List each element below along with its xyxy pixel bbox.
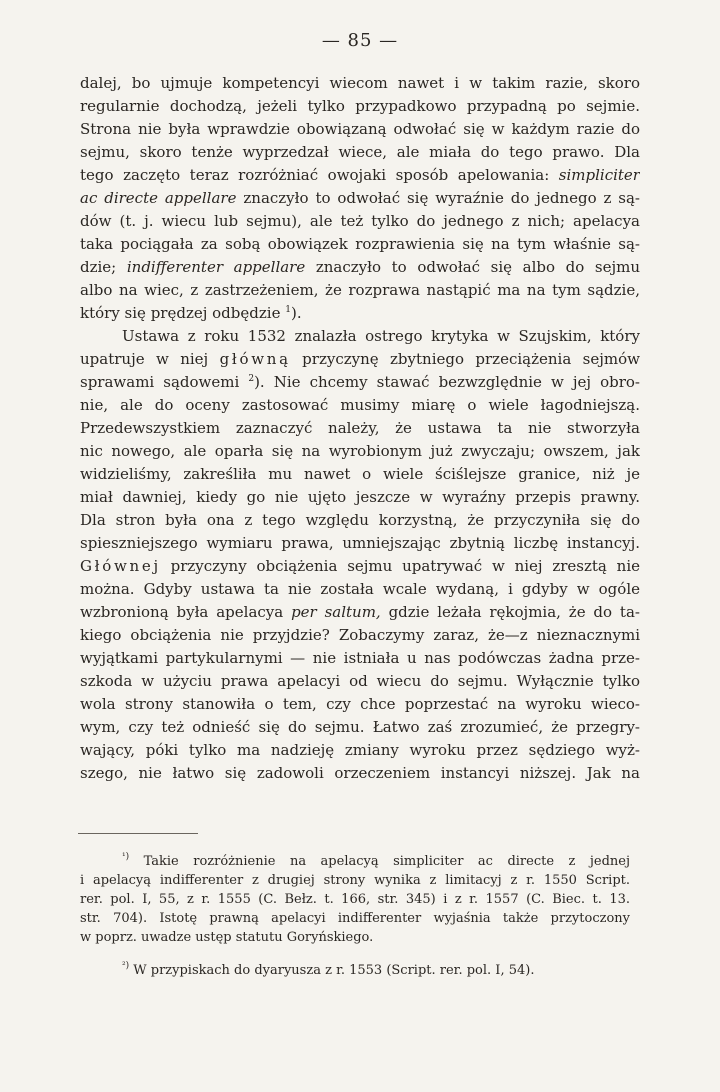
footnote-mark: ²)	[122, 961, 130, 971]
footnote-line: $^{^1)}$ Takie rozróżnienie na apelacyą simpliciter ac directe z jednej	[122, 852, 630, 869]
text-line: kiego obciążenia nie przyjdzie? Zobaczymy zaraz, że—z nieznacznymi	[80, 626, 640, 644]
page-number: — 85 —	[321, 30, 399, 51]
spaced-emphasis: główną	[219, 350, 291, 368]
text-line: Dla stron była ona z tego względu korzystną, że przyczyniła się do	[80, 511, 640, 529]
text-line: ac directe appellare znaczyło to odwołać się wyraźnie do jednego z są-	[80, 189, 640, 207]
text-line: miał dawniej, kiedy go nie ujęto jeszcze w wyraźny przepis prawny.	[80, 488, 640, 506]
text-line: nic nowego, ale oparła się na wyrobionym już zwyczaju; owszem, jak	[80, 442, 640, 460]
text-line: wający, póki tylko ma nadzieję zmiany wyroku przez sędziego wyż-	[80, 741, 640, 759]
text-line: wola strony stanowiła o tem, czy chce poprzestać na wyroku wieco-	[80, 695, 640, 713]
text-line: dzie; indifferenter appellare znaczyło to odwołać się albo do sejmu	[80, 258, 640, 276]
text-line: upatruje w niej główną przyczynę zbytniego przeciążenia sejmów	[80, 350, 640, 368]
italic-term: indifferenter appellare	[126, 258, 306, 276]
text-line: szkoda w użyciu prawa apelacyi od wiecu do sejmu. Wyłącznie tylko	[80, 672, 640, 690]
text-line: wzbronioną była apelacya per saltum, gdzie leżała rękojmia, że do ta-	[80, 603, 640, 621]
footnote-line: rer. pol. I, 55, z r. 1555 (C. Bełz. t. 166, str. 345) i z r. 1557 (C. Biec. t. 13.	[80, 892, 630, 907]
text-line: wym, czy też odnieść się do sejmu. Łatwo zaś zrozumieć, że przegry-	[80, 718, 640, 736]
text-line: spieszniejszego wymiaru prawa, umniejszając zbytnią liczbę instancyj.	[80, 534, 640, 552]
italic-term: per saltum,	[291, 603, 381, 621]
footnote-line: str. 704). Istotę prawną apelacyi indifferenter wyjaśnia także przytoczony	[80, 911, 630, 926]
text-line: sejmu, skoro tenże wyprzedzał wiece, ale miała do tego prawo. Dla	[80, 143, 640, 161]
text-line: który się prędzej odbędzie $^1$).	[80, 304, 302, 322]
body-text	[80, 72, 640, 785]
text-line: szego, nie łatwo się zadowoli orzeczeniem instancyi niższej. Jak na	[80, 764, 640, 782]
italic-term: simpliciter	[558, 166, 640, 184]
footnote-ref: 1	[285, 305, 291, 315]
footnote-divider	[78, 833, 198, 834]
text-line: albo na wiec, z zastrzeżeniem, że rozprawa nastąpić ma na tym sądzie,	[80, 281, 640, 299]
italic-term: ac directe appellare	[80, 189, 237, 207]
text-line: Głównej przyczyny obciążenia sejmu upatrywać w niej zresztą nie	[80, 557, 640, 575]
text-line: dów (t. j. wiecu lub sejmu), ale też tylko do jednego z nich; apelacya	[80, 212, 640, 230]
footnote-line: w poprz. uwadze ustęp statutu Goryńskiego.	[80, 930, 374, 945]
text-line: taka pociągała za sobą obowiązek rozprawienia się na tym właśnie są-	[80, 235, 640, 253]
text-line: wyjątkami partykularnymi — nie istniała u nas podówczas żadna prze-	[80, 649, 640, 667]
text-line: nie, ale do oceny zastosować musimy miarę o wiele łagodniejszą.	[80, 396, 640, 414]
text-line: można. Gdyby ustawa ta nie została wcale wydaną, i gdyby w ogóle	[80, 580, 640, 598]
text-line: widzieliśmy, zakreśliła mu nawet o wiele ściślejsze granice, niż je	[80, 465, 640, 483]
footnote-line: i apelacyą indifferenter z drugiej strony wynika z limitacyj z r. 1550 Script.	[80, 873, 630, 888]
text-line: tego zaczęto teraz rozróżniać owojaki sposób apelowania: simpliciter	[80, 166, 640, 184]
text-line: Strona nie była wprawdzie obowiązaną odwołać się w każdym razie do	[80, 120, 640, 138]
text-line: regularnie dochodzą, jeżeli tylko przypadkowo przypadną po sejmie.	[80, 97, 640, 115]
text-line: Przedewszystkiem zaznaczyć należy, że ustawa ta nie stworzyła	[80, 419, 640, 437]
footnote-ref: 2	[248, 374, 255, 384]
spaced-emphasis: Głównej	[80, 557, 161, 575]
text-line: Ustawa z roku 1532 znalazła ostrego krytyka w Szujskim, który	[122, 327, 640, 345]
text-line: sprawami sądowemi $^2$). Nie chcemy stawać bezwzględnie w jej obro-	[80, 373, 640, 391]
footnote-mark: ¹)	[122, 852, 130, 862]
footnote-line: $^{^2)}$ W przypiskach do dyaryusza z r. 1553 (Script. rer. pol. I, 54).	[122, 961, 535, 978]
footnotes	[80, 852, 630, 980]
text-line: dalej, bo ujmuje kompetencyi wiecom nawet i w takim razie, skoro	[80, 74, 640, 92]
